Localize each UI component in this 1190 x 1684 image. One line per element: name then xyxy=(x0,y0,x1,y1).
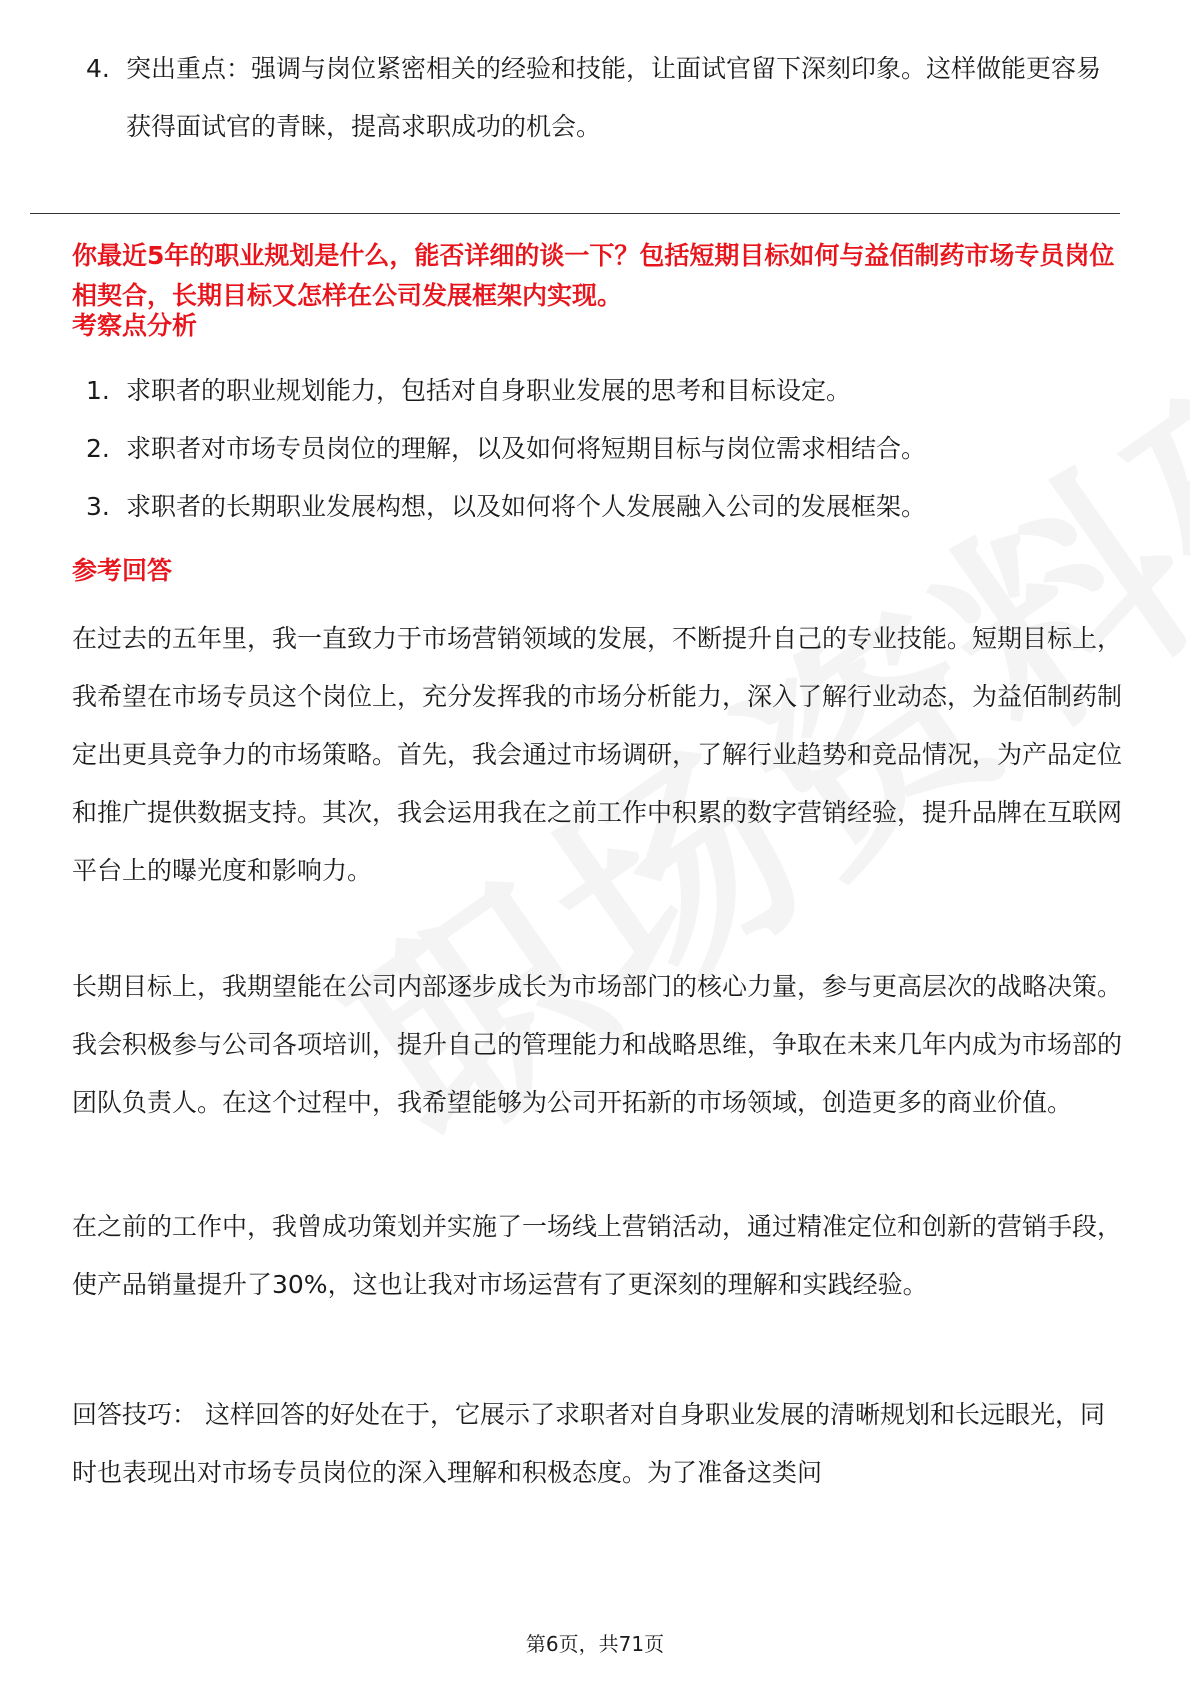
analysis-heading: 考察点分析 xyxy=(72,311,198,340)
list-item-number: 4. xyxy=(86,54,110,83)
list-item-text: 求职者的职业规划能力，包括对自身职业发展的思考和目标设定。 xyxy=(126,376,852,405)
list-item-text: 求职者的长期职业发展构想，以及如何将个人发展融入公司的发展框架。 xyxy=(126,492,927,521)
list-item xyxy=(72,362,1122,420)
page-number: 第6页，共71页 xyxy=(525,1632,665,1656)
list-item xyxy=(72,478,1122,536)
reference-heading: 参考回答 xyxy=(72,556,173,585)
list-item-number: 1. xyxy=(86,376,110,405)
list-item-text: 求职者对市场专员岗位的理解，以及如何将短期目标与岗位需求相结合。 xyxy=(126,434,927,463)
section-divider xyxy=(30,213,1120,214)
list-item-number: 2. xyxy=(86,434,110,463)
interview-question: 你最近5年的职业规划是什么，能否详细的谈一下？包括短期目标如何与益佰制药市场专员岗位相契合，长期目标又怎样在公司发展框架内实现。 xyxy=(72,241,1115,310)
list-item-number: 3. xyxy=(86,492,110,521)
answer-paragraph: 在之前的工作中，我曾成功策划并实施了一场线上营销活动，通过精准定位和创新的营销手段，使产品销量提升了30%，这也让我对市场运营有了更深刻的理解和实践经验。 xyxy=(72,1212,1123,1299)
tips-list xyxy=(72,40,1122,156)
answer-paragraph: 长期目标上，我期望能在公司内部逐步成长为市场部门的核心力量，参与更高层次的战略决策。我会积极参与公司各项培训，提升自己的管理能力和战略思维，争取在未来几年内成为市场部的团队负责人。在这个过程中，我希望能够为公司开拓新的市场领域，创造更多的商业价值。 xyxy=(72,972,1123,1117)
list-item xyxy=(72,40,1122,156)
answer-paragraph: 在过去的五年里，我一直致力于市场营销领域的发展，不断提升自己的专业技能。短期目标上，我希望在市场专员这个岗位上，充分发挥我的市场分析能力，深入了解行业动态，为益佰制药制定出更具竞争力的市场策略。首先，我会通过市场调研，了解行业趋势和竞品情况，为产品定位和推广提供数据支持。其次，我会运用我在之前工作中积累的数字营销经验，提升品牌在互联网平台上的曝光度和影响力。 xyxy=(72,624,1123,885)
answer-tips-paragraph: 回答技巧： 这样回答的好处在于，它展示了求职者对自身职业发展的清晰规划和长远眼光，同时也表现出对市场专员岗位的深入理解和积极态度。为了准备这类问 xyxy=(72,1400,1105,1487)
list-item-text: 突出重点：强调与岗位紧密相关的经验和技能，让面试官留下深刻印象。这样做能更容易获得面试官的青睐，提高求职成功的机会。 xyxy=(126,54,1102,141)
list-item xyxy=(72,420,1122,478)
analysis-list xyxy=(72,362,1122,536)
